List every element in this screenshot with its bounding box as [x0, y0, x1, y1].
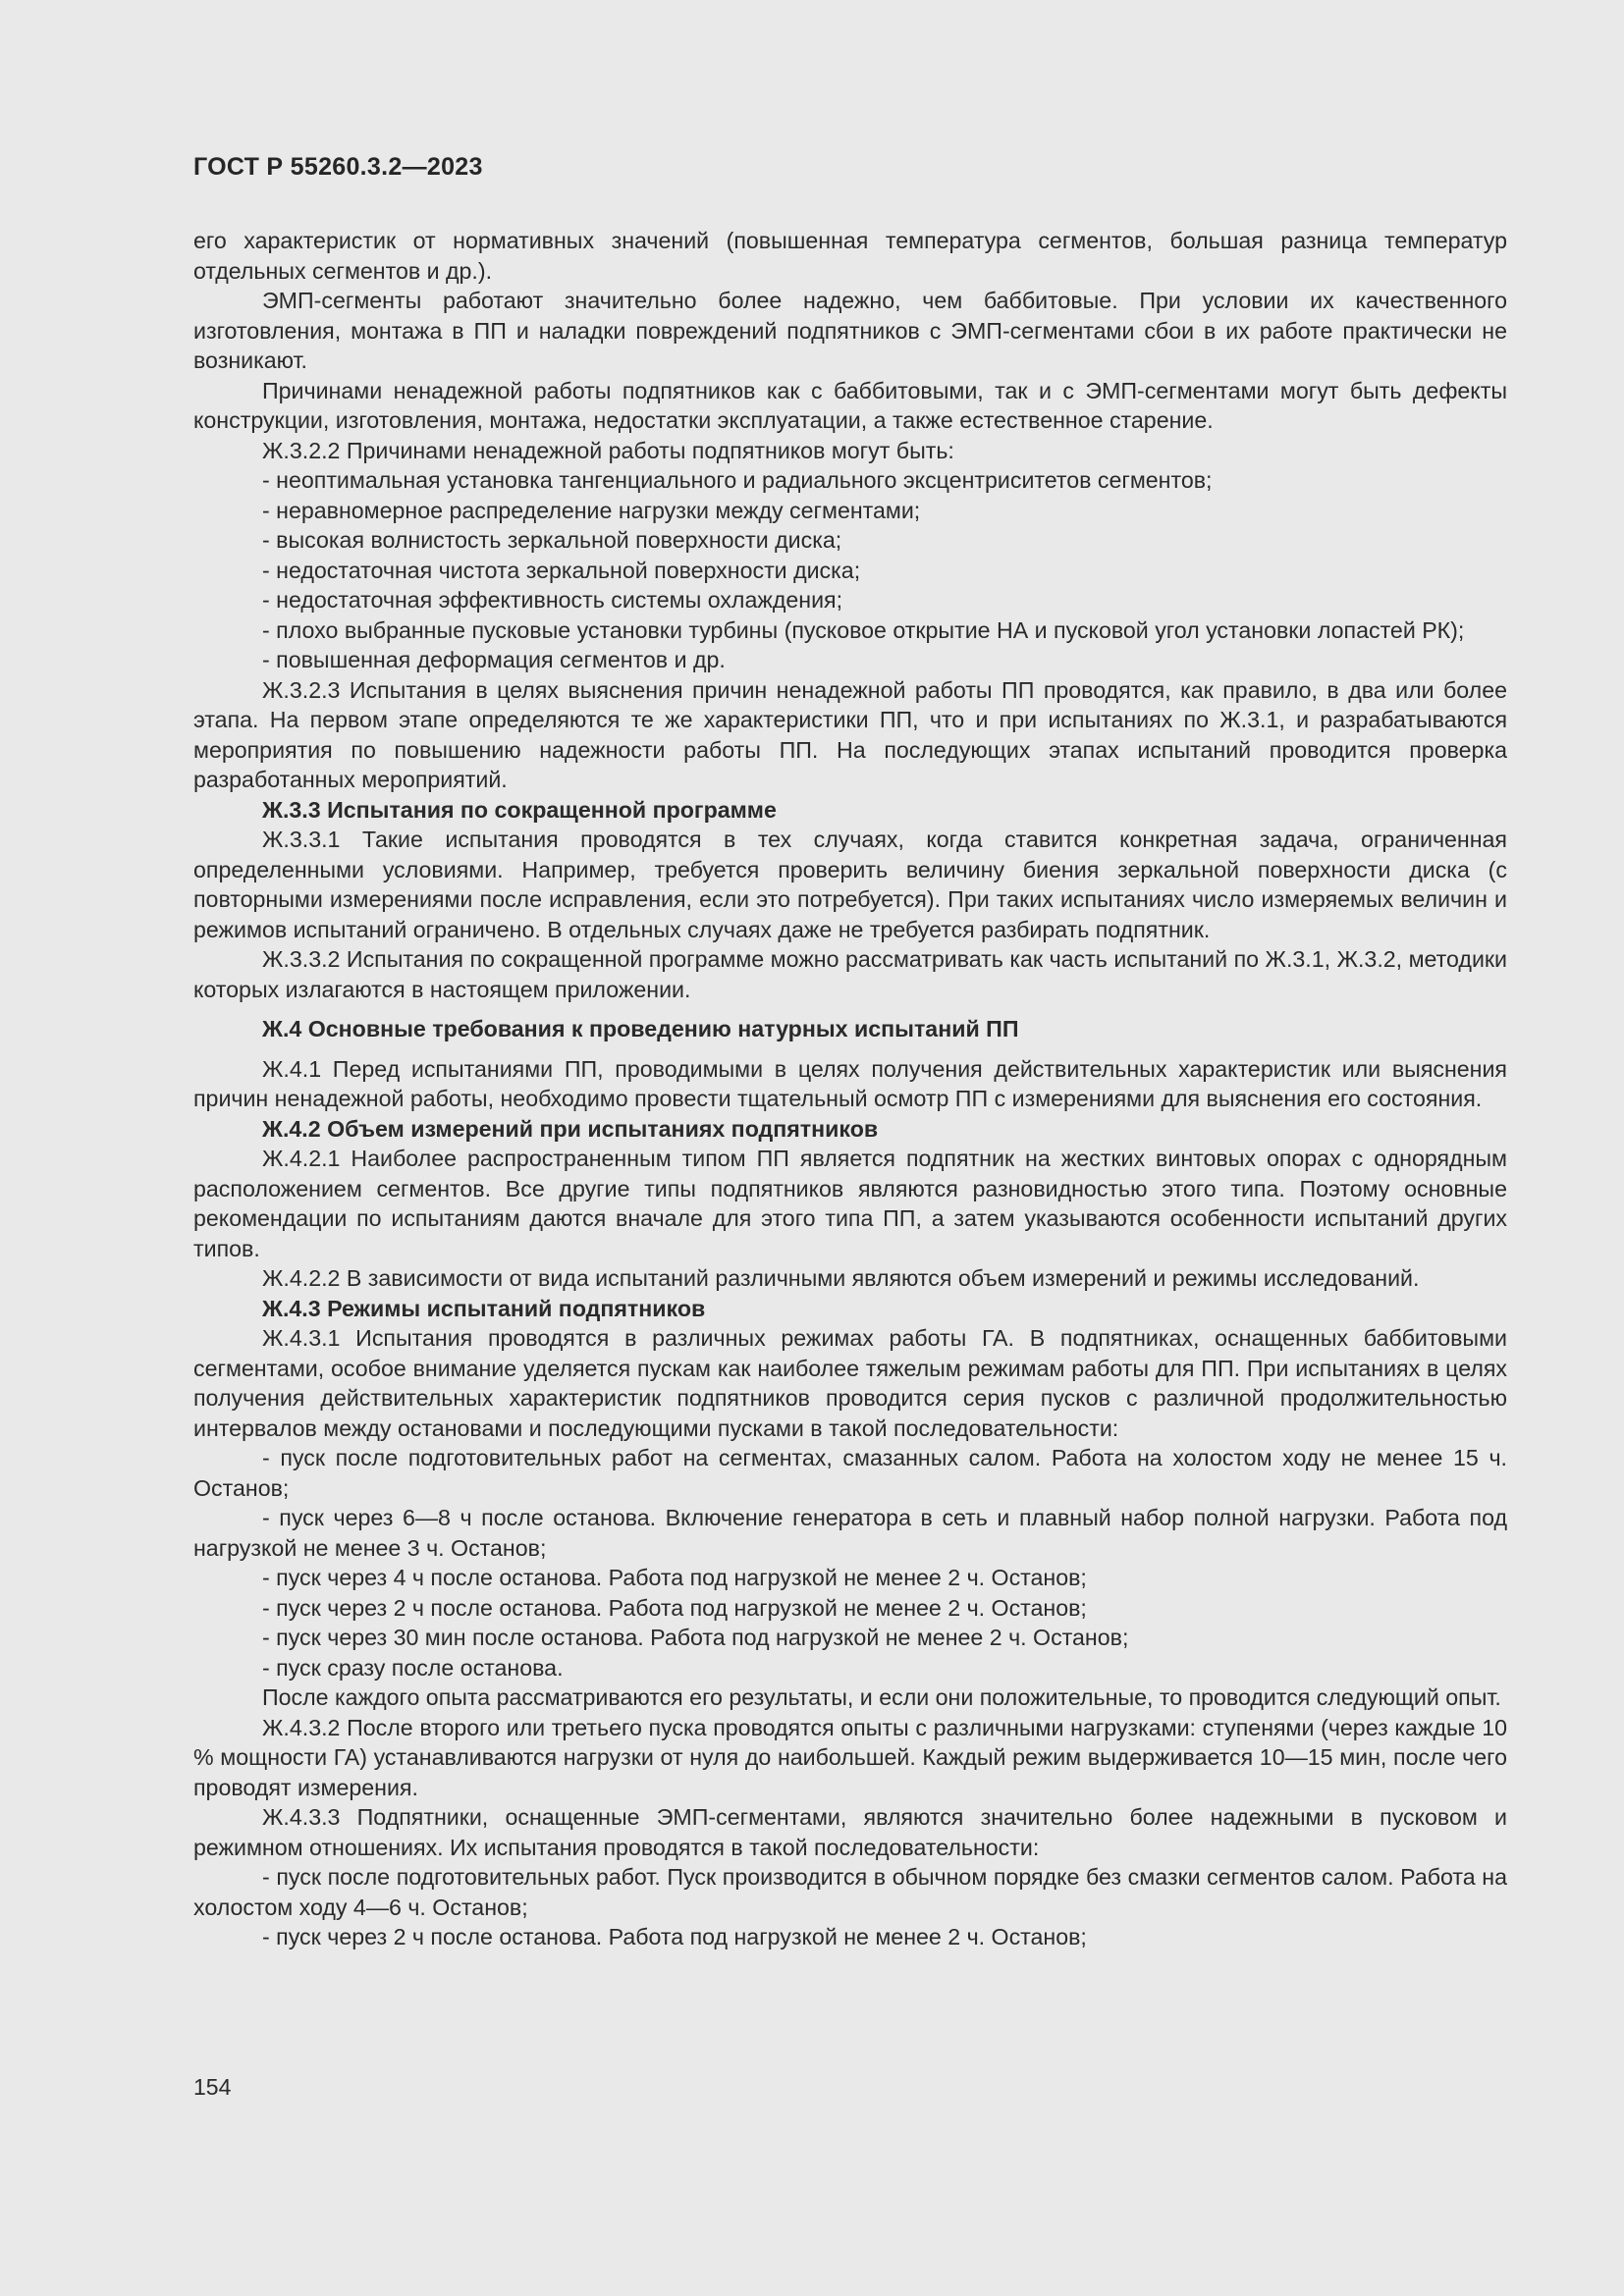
list-item: - пуск через 2 ч после останова. Работа под нагрузкой не менее 2 ч. Останов; [262, 1924, 1087, 1949]
clause-text: Ж.3.3.1 Такие испытания проводятся в тех случаях, когда ставится конкретная задача, ограниченная определенными условиями. Например, требуется проверить величину биения зеркальной поверхности диска (с повторными измерениями после исправления, если это потребуется). При таких испытаниях число измеряемых величин и режимов испытаний ограничено. В отдельных случаях даже не требуется разбирать подпятник. [193, 827, 1507, 942]
list-item: - пуск после подготовительных работ на сегментах, смазанных салом. Работа на холостом ходу не менее 15 ч. Останов; [193, 1445, 1507, 1501]
list-item: - высокая волнистость зеркальной поверхности диска; [262, 527, 842, 553]
paragraph: ЭМП-сегменты работают значительно более надежно, чем баббитовые. При условии их качественного изготовления, монтажа в ПП и наладки повреждений подпятников с ЭМП-сегментами сбои в их работе практически не возникают. [193, 288, 1507, 373]
list-item: - неоптимальная установка тангенциального и радиального эксцентриситетов сегментов; [262, 467, 1213, 493]
list-item: - пуск через 6—8 ч после останова. Включение генератора в сеть и плавный набор полной нагрузки. Работа под нагрузкой не менее 3 ч. Останов; [193, 1505, 1507, 1561]
paragraph: После каждого опыта рассматриваются его результаты, и если они положительные, то проводится следующий опыт. [262, 1684, 1501, 1710]
clause-text: Ж.3.3.2 Испытания по сокращенной программе можно рассматривать как часть испытаний по Ж.3.1, Ж.3.2, методики которых излагаются в настоящем приложении. [193, 946, 1507, 1002]
clause-text: Ж.3.2.3 Испытания в целях выяснения причин ненадежной работы ПП проводятся, как правило, в два или более этапа. На первом этапе определяются те же характеристики ПП, что и при испытаниях по Ж.3.1, и разрабатываются мероприятия по повышению надежности работы ПП. На последующих этапах испытаний проводится проверка разработанных мероприятий. [193, 676, 1507, 792]
clause-text: Ж.4.3.3 Подпятники, оснащенные ЭМП-сегментами, являются значительно более надежными в пусковом и режимном отношениях. Их испытания проводятся в такой последовательности: [193, 1804, 1507, 1860]
clause-text: Ж.4.2.1 Наиболее распространенным типом ПП является подпятник на жестких винтовых опорах с однорядным расположением сегментов. Все другие типы подпятников являются разновидностью этого типа. Поэтому основные рекомендации по испытаниям даются вначале для этого типа ПП, а затем указываются особенности испытаний других типов. [193, 1146, 1507, 1261]
document-body [193, 226, 1507, 1952]
section-heading: Ж.4 Основные требования к проведению натурных испытаний ПП [262, 1016, 1019, 1041]
list-item: - повышенная деформация сегментов и др. [262, 647, 726, 672]
document-code-header: ГОСТ Р 55260.3.2—2023 [193, 153, 483, 181]
list-item: - пуск сразу после останова. [262, 1654, 564, 1681]
paragraph: его характеристик от нормативных значений (повышенная температура сегментов, большая разница температур отдельных сегментов и др.). [193, 228, 1507, 284]
clause-text: Ж.4.2.2 В зависимости от вида испытаний различными являются объем измерений и режимы исследований. [262, 1265, 1420, 1291]
clause-text: Ж.4.3.2 После второго или третьего пуска проводятся опыты с различными нагрузками: ступенями (через каждые 10 % мощности ГА) устанавливаются нагрузки от нуля до наибольшей. Каждый режим выдерживается 10—15 мин, после чего проводят измерения. [193, 1714, 1507, 1800]
list-item: - пуск через 2 ч после останова. Работа под нагрузкой не менее 2 ч. Останов; [262, 1594, 1087, 1621]
page-number: 154 [193, 2074, 232, 2100]
clause-text: Ж.3.2.2 Причинами ненадежной работы подпятников могут быть: [262, 437, 954, 463]
clause-text: Ж.4.1 Перед испытаниями ПП, проводимыми в целях получения действительных характеристик или выяснения причин ненадежной работы, необходимо провести тщательный осмотр ПП с измерениями для выяснения его состояния. [193, 1055, 1507, 1111]
clause-text: Ж.4.3.1 Испытания проводятся в различных режимах работы ГА. В подпятниках, оснащенных баббитовыми сегментами, особое внимание уделяется пускам как наиболее тяжелым режимам работы для ПП. При испытаниях в целях получения действительных характеристик подпятников проводится серия пусков с различной продолжительностью интервалов между остановами и последующими пусками в такой последовательности: [193, 1325, 1507, 1441]
list-item: - пуск после подготовительных работ. Пуск производится в обычном порядке без смазки сегментов салом. Работа на холостом ходу 4—6 ч. Останов; [193, 1864, 1507, 1920]
subsection-heading: Ж.3.3 Испытания по сокращенной программе [262, 796, 777, 823]
list-item: - пуск через 4 ч после останова. Работа под нагрузкой не менее 2 ч. Останов; [262, 1565, 1087, 1590]
list-item: - недостаточная чистота зеркальной поверхности диска; [262, 557, 861, 583]
list-item: - плохо выбранные пусковые установки турбины (пусковое открытие НА и пусковой угол установки лопастей РК); [262, 616, 1465, 643]
list-item: - неравномерное распределение нагрузки между сегментами; [262, 497, 921, 523]
list-item: - пуск через 30 мин после останова. Работа под нагрузкой не менее 2 ч. Останов; [262, 1625, 1129, 1650]
subsection-heading: Ж.4.2 Объем измерений при испытаниях подпятников [262, 1115, 879, 1142]
subsection-heading: Ж.4.3 Режимы испытаний подпятников [262, 1295, 706, 1321]
paragraph: Причинами ненадежной работы подпятников как с баббитовыми, так и с ЭМП-сегментами могут быть дефекты конструкции, изготовления, монтажа, недостатки эксплуатации, а также естественное старение. [193, 377, 1507, 433]
list-item: - недостаточная эффективность системы охлаждения; [262, 587, 843, 613]
